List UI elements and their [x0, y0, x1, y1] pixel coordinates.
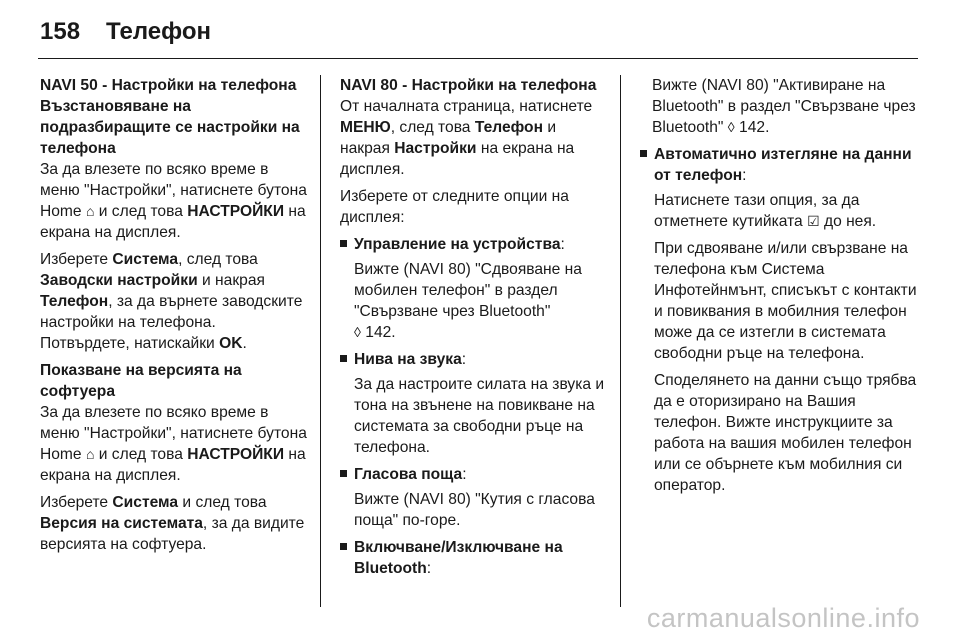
text: За да влезете по всяко време в меню "Настройки", натиснете бутона Home: [40, 161, 307, 220]
page-title: Телефон: [106, 18, 211, 45]
text: Вижте (NAVI 80) "Сдвояване на мобилен телефон" в раздел "Свързване чрез Bluetooth": [354, 261, 582, 320]
text: Вижте (NAVI 80) "Активиране на Bluetooth" в раздел "Свързване чрез Bluetooth": [652, 77, 916, 136]
page-reference: 142.: [739, 119, 770, 136]
subheading-version: Показване на версията на софтуера: [40, 362, 242, 400]
bullet-square-icon: [340, 470, 347, 477]
bold-text: НАСТРОЙКИ: [187, 203, 285, 220]
data-sharing-note: Споделянето на данни също трябва да е оторизирано на Вашия телефон. Вижте инструкциите за работа на вашия мобилен телефон или се обърнете към мобилния си оператор.: [654, 372, 917, 494]
column-3: [640, 75, 920, 502]
bold-text: Версия на системата: [40, 515, 203, 532]
column-2: [340, 75, 610, 583]
bullet-square-icon: [340, 543, 347, 550]
reference-icon: ◊: [727, 119, 735, 135]
home-icon: ⌂: [85, 203, 95, 219]
bullet-title: Гласова поща: [354, 466, 463, 483]
text: до нея.: [823, 213, 877, 230]
bold-text: OK: [219, 335, 243, 352]
home-icon: ⌂: [85, 446, 95, 462]
text: :: [560, 236, 565, 253]
column-1: [40, 75, 308, 561]
text: и накрая: [340, 119, 557, 157]
bullet-voicemail: [340, 464, 610, 485]
bullet-square-icon: [340, 355, 347, 362]
reference-icon: ◊: [354, 324, 361, 340]
bullet-square-icon: [340, 240, 347, 247]
bullet-text-device-management: [340, 259, 610, 343]
text: Изберете: [40, 494, 109, 511]
text: , след това: [178, 251, 258, 268]
text: и накрая: [202, 272, 265, 289]
bold-text: Система: [112, 251, 179, 268]
bullet-title: Включване/Изключване на Bluetooth: [354, 539, 563, 577]
section-heading-navi80: NAVI 80 - Настройки на телефона: [340, 77, 597, 94]
text: :: [742, 167, 747, 184]
paragraph-version-select: [40, 492, 308, 555]
text: и след това: [98, 446, 183, 463]
paragraph-reset-select: [40, 249, 308, 354]
bold-text: Настройки: [394, 140, 477, 157]
bullet-text-sound-levels: За да настроите силата на звука и тона на звънене на повикване на системата за свободни ръце на телефона.: [354, 376, 605, 456]
bold-text: Система: [112, 494, 179, 511]
column-divider-2: [620, 75, 621, 607]
text: , за да видите версията на софтуера.: [40, 515, 305, 553]
text: и след това: [182, 494, 267, 511]
bullet-square-icon: [640, 150, 647, 157]
bullet-sound-levels: [340, 349, 610, 370]
header-rule: [38, 58, 918, 59]
text: Натиснете тази опция, за да отметнете кутийката: [654, 192, 860, 230]
text: За да влезете по всяко време в меню "Настройки", натиснете бутона Home: [40, 404, 307, 463]
paragraph-options-intro: Изберете от следните опции на дисплея:: [340, 188, 569, 226]
bullet-device-management: [340, 234, 610, 255]
text: , за да върнете заводските настройки на телефона. Потвърдете, натискайки: [40, 293, 303, 352]
bold-text: Заводски настройки: [40, 272, 198, 289]
text: , след това: [390, 119, 471, 136]
text: От началната страница, натиснете: [340, 98, 593, 115]
text: .: [242, 335, 247, 352]
section-heading-navi50: NAVI 50 - Настройки на телефона: [40, 77, 297, 94]
paragraph-reset-access: [40, 159, 308, 243]
paragraph-version-access: [40, 402, 308, 486]
paragraph-navi80-access: [340, 96, 610, 180]
page-number: 158: [40, 18, 81, 45]
bullet-text-voicemail: Вижте (NAVI 80) "Кутия с гласова поща" по-горе.: [354, 491, 595, 529]
text: :: [461, 351, 467, 368]
bluetooth-toggle-text: [640, 75, 920, 138]
bullet-auto-download: [640, 144, 920, 186]
text: на екрана на дисплея.: [40, 203, 306, 241]
text: на екрана на дисплея.: [340, 140, 575, 178]
checkbox-icon: ☑: [807, 213, 820, 229]
bullet-bluetooth-toggle: [340, 537, 610, 579]
auto-download-check-text: [640, 190, 920, 232]
bold-text: Телефон: [40, 293, 109, 310]
column-divider-1: [320, 75, 321, 607]
text: :: [462, 466, 467, 483]
page-header: [40, 18, 211, 46]
text: Изберете: [40, 251, 109, 268]
bold-text: Телефон: [474, 119, 544, 136]
text: :: [426, 560, 432, 577]
text: и след това: [98, 203, 183, 220]
bullet-title: Нива на звука: [354, 351, 462, 368]
bold-text: НАСТРОЙКИ: [187, 446, 285, 463]
text: на екрана на дисплея.: [40, 446, 306, 484]
watermark: carmanualsonline.info: [646, 603, 920, 633]
bullet-title: Автоматично изтегляне на данни от телефон: [654, 146, 912, 184]
bold-text: МЕНЮ: [340, 119, 391, 136]
bullet-title: Управление на устройства: [354, 236, 561, 253]
auto-download-description: При сдвояване и/или свързване на телефона към Система Инфотейнмънт, списъкът с контакти и повиквания в мобилния телефон може да се изтегли в системата свободни ръце на телефона.: [654, 240, 917, 362]
page-reference: 142.: [365, 324, 396, 341]
subheading-reset: Възстановяване на подразбиращите се настройки на телефона: [40, 98, 300, 157]
